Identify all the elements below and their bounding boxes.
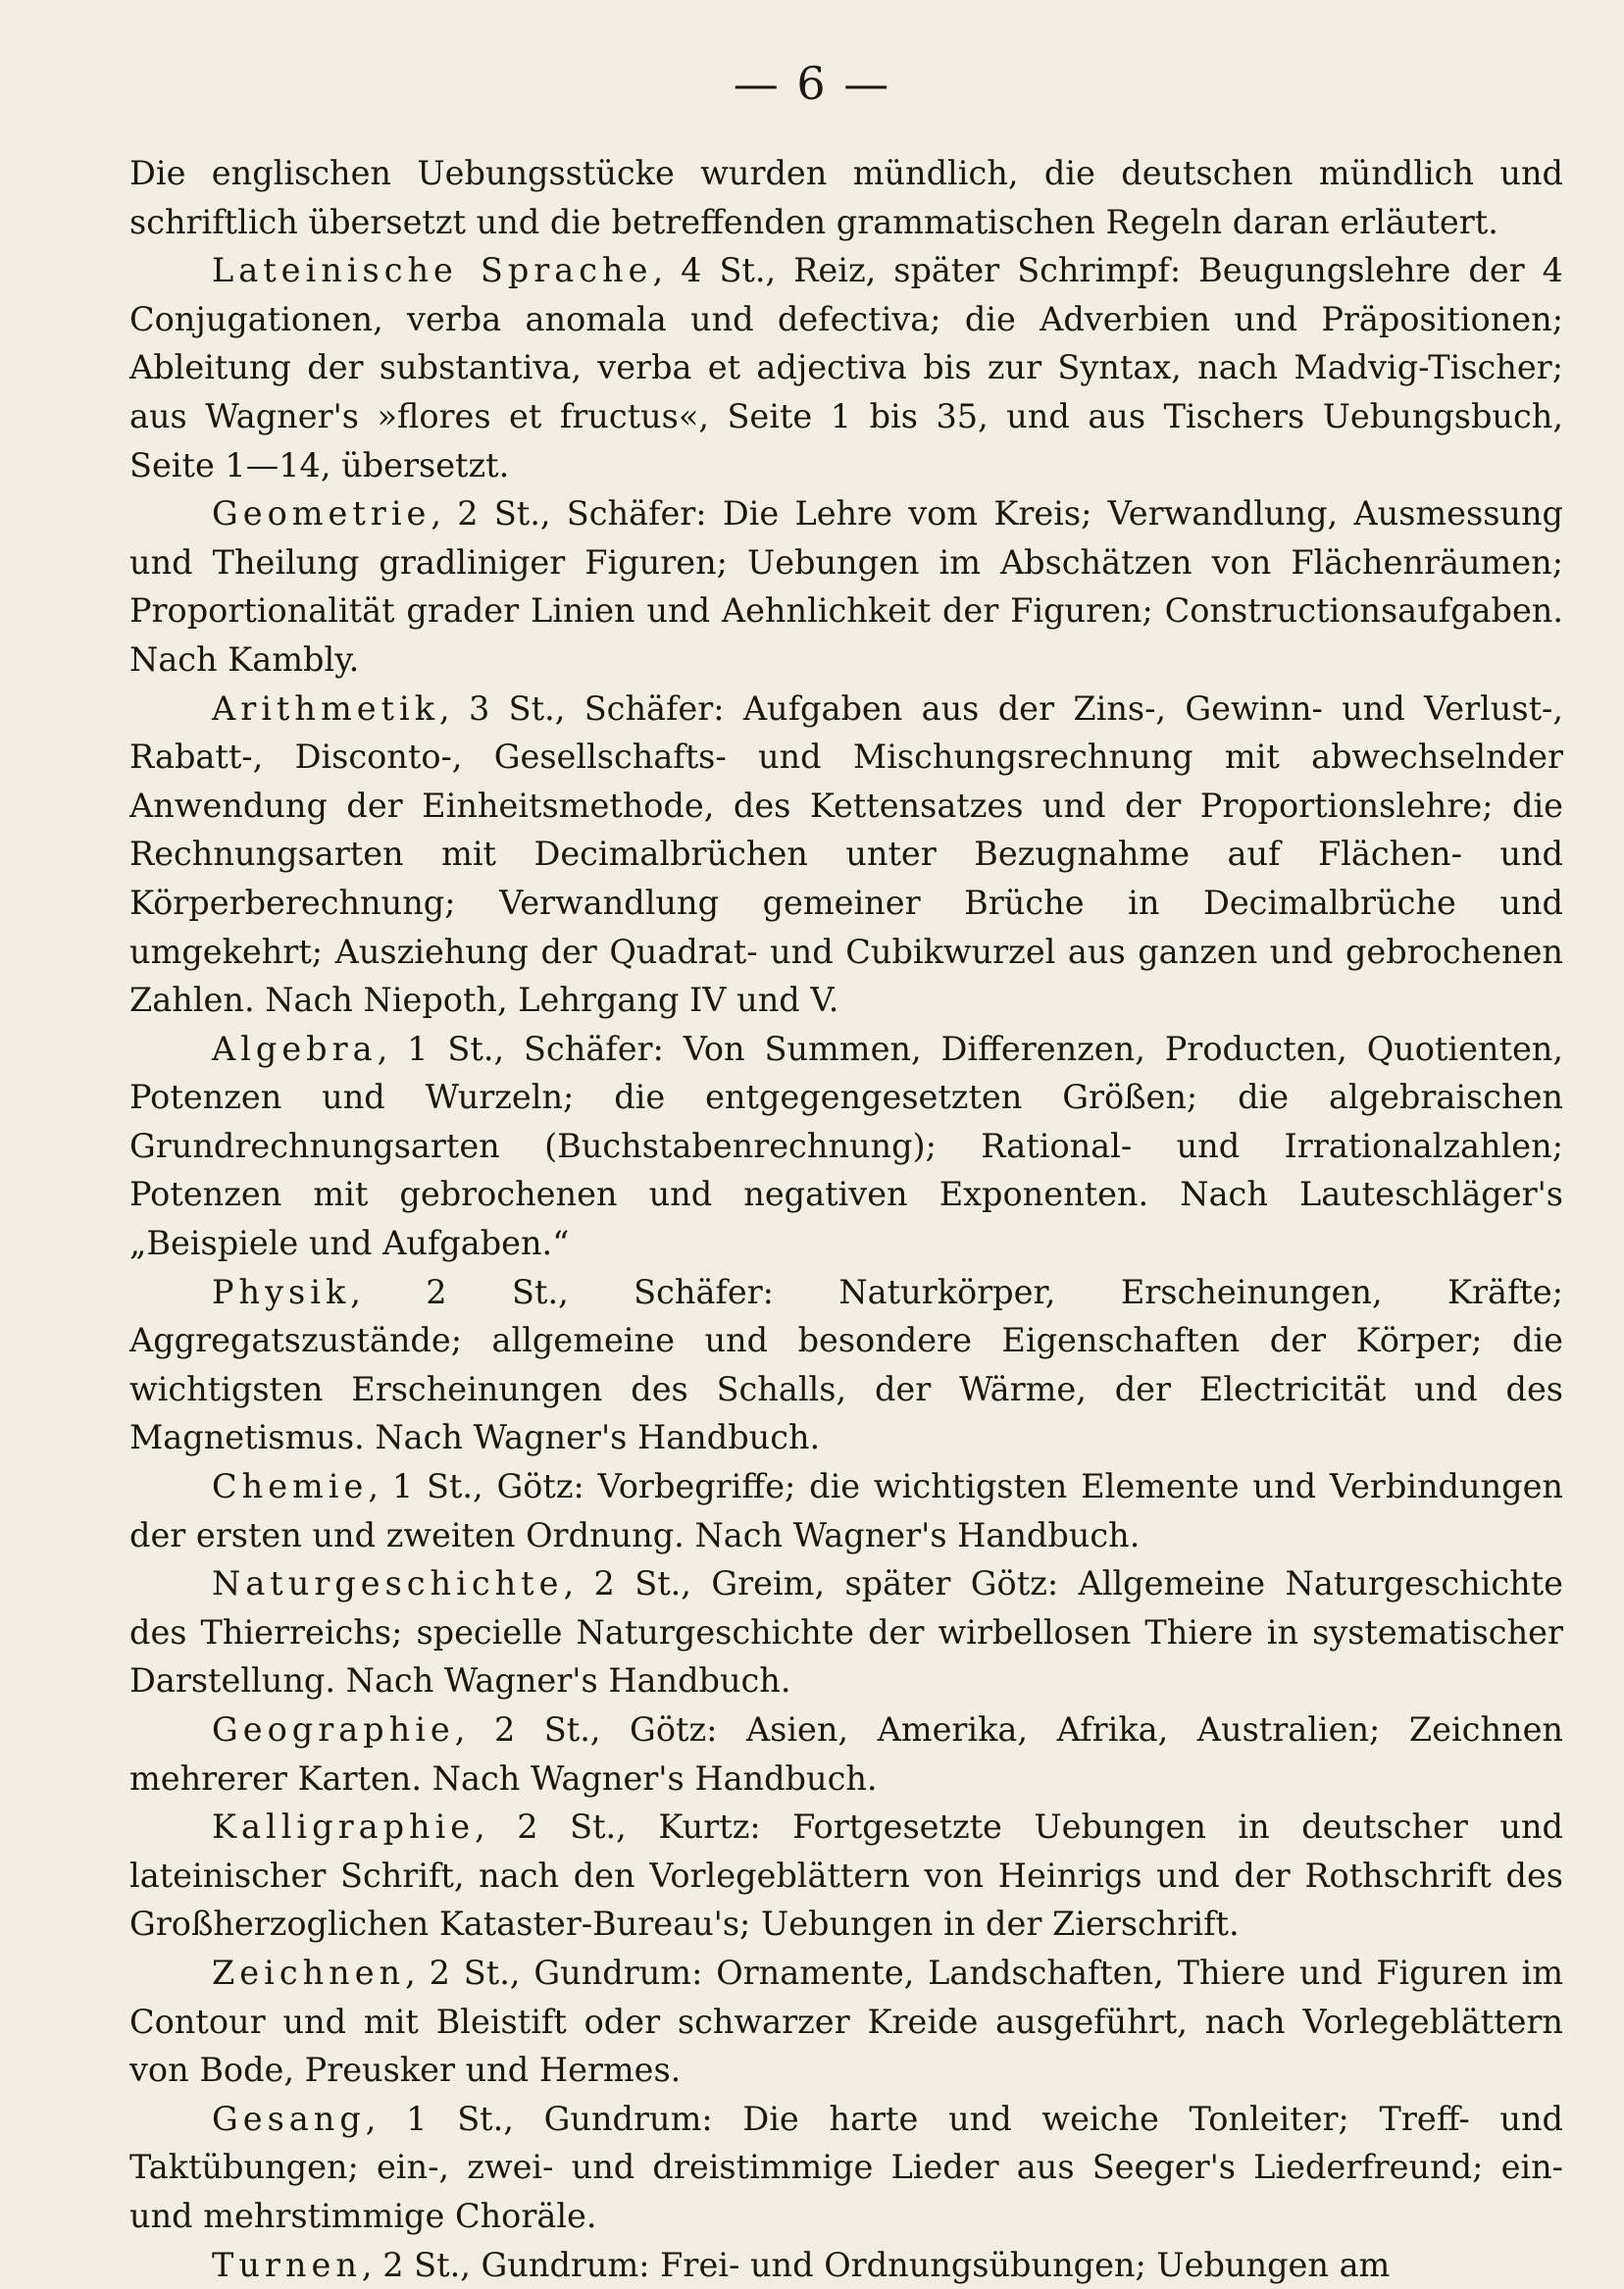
section-text: , 1 St., Götz: Vorbegriffe; die wichtigsten Elemente und Verbindungen der ersten und zweiten Ordnung. Nach Wagner's Handbuch. [129,1467,1563,1554]
section-text: , 2 St., Kurtz: Fortgesetzte Uebungen in deutscher und lateinischer Schrift, nach den Vorlegeblättern von Heinrigs und der Rothschrift des Großherzoglichen Kataster-Bureau's; Uebungen in der Zierschrift. [129,1807,1563,1944]
section-heading: Gesang [212,2099,366,2138]
section-heading: Arithmetik [212,688,440,728]
section-heading: Naturgeschichte [212,1564,564,1603]
section-gesang [129,2095,1563,2241]
section-kalligraphie [129,1803,1563,1949]
section-arithmetik [129,685,1563,1025]
section-text: , 2 St., Götz: Asien, Amerika, Afrika, Australien; Zeichnen mehrerer Karten. Nach Wagner's Handbuch. [129,1710,1563,1798]
page-body [129,149,1563,2289]
section-heading: Kalligraphie [212,1807,476,1847]
section-text: , 1 St., Schäfer: Von Summen, Differenzen, Producten, Quotienten, Potenzen und Wurzeln; die entgegengesetzten Größen; die algebraischen Grundrechnungsarten (Buchstabenrechnung); Rational- und Irrationalzahlen; Potenzen mit gebrochenen und negativen Exponenten. Nach Lauteschläger's „Beispiele und Aufgaben.“ [129,1029,1563,1263]
section-text: , 1 St., Gundrum: Die harte und weiche Tonleiter; Treff- und Taktübungen; ein-, zwei- und dreistimmige Lieder aus Seeger's Liederfreund; ein- und mehrstimmige Choräle. [129,2099,1563,2235]
section-heading: Physik [212,1272,351,1311]
section-naturgeschichte [129,1559,1563,1705]
section-turnen [129,2241,1563,2289]
section-heading: Lateinische Sprache [212,251,653,290]
page-number: — 6 — [733,57,891,110]
section-algebra [129,1025,1563,1268]
section-text: , 2 St., Gundrum: Frei- und Ordnungsübungen; Uebungen am [361,2245,1391,2284]
section-heading: Turnen [212,2245,362,2284]
section-text: , 2 St., Gundrum: Ornamente, Landschaften, Thiere und Figuren im Contour und mit Bleistift oder schwarzer Kreide ausgeführt, nach Vorlegeblättern von Bode, Preusker und Hermes. [129,1953,1563,2090]
section-physik [129,1268,1563,1462]
section-heading: Geographie [212,1710,455,1749]
section-chemie [129,1462,1563,1559]
section-geometrie [129,489,1563,684]
intro-paragraph: Die englischen Uebungsstücke wurden mündlich, die deutschen mündlich und schriftlich übersetzt und die betreffenden grammatischen Regeln daran erläutert. [129,154,1563,241]
section-text: , 3 St., Schäfer: Aufgaben aus der Zins-, Gewinn- und Verlust-, Rabatt-, Disconto-, Gesellschafts- und Mischungsrechnung mit abwechselnder Anwendung der Einheitsmethode, des Kettensatzes und der Proportionslehre; die Rechnungsarten mit Decimalbrüchen unter Bezugnahme auf Flächen- und Körperberechnung; Verwandlung gemeiner Brüche in Decimalbrüche und umgekehrt; Ausziehung der Quadrat- und Cubikwurzel aus ganzen und gebrochenen Zahlen. Nach Niepoth, Lehrgang IV und V. [129,688,1563,1020]
section-heading: Algebra [212,1029,378,1068]
section-text: , 2 St., Schäfer: Die Lehre vom Kreis; Verwandlung, Ausmessung und Theilung gradliniger Figuren; Uebungen im Abschätzen von Flächenräumen; Proportionalität grader Linien und Aehnlichkeit der Figuren; Constructionsaufgaben. Nach Kambly. [129,494,1563,679]
section-heading: Geometrie [212,494,431,534]
section-lateinische-sprache [129,246,1563,489]
section-text: , 2 St., Schäfer: Naturkörper, Erscheinungen, Kräfte; Aggregatszustände; allgemeine und besondere Eigenschaften der Körper; die wichtigsten Erscheinungen des Schalls, der Wärme, der Electricität und des Magnetismus. Nach Wagner's Handbuch. [129,1272,1563,1457]
section-text: , 4 St., Reiz, später Schrimpf: Beugungslehre der 4 Conjugationen, verba anomala und defectiva; die Adverbien und Präpositionen; Ableitung der substantiva, verba et adjectiva bis zur Syntax, nach Madvig-Tischer; aus Wagner's »flores et fructus«, Seite 1 bis 35, und aus Tischers Uebungsbuch, Seite 1—14, übersetzt. [129,251,1563,484]
section-zeichnen [129,1949,1563,2095]
section-text: , 2 St., Greim, später Götz: Allgemeine Naturgeschichte des Thierreichs; specielle Naturgeschichte der wirbellosen Thiere in systematischer Darstellung. Nach Wagner's Handbuch. [129,1564,1563,1701]
section-heading: Chemie [212,1467,369,1506]
section-geographie [129,1705,1563,1803]
section-heading: Zeichnen [212,1953,406,1992]
